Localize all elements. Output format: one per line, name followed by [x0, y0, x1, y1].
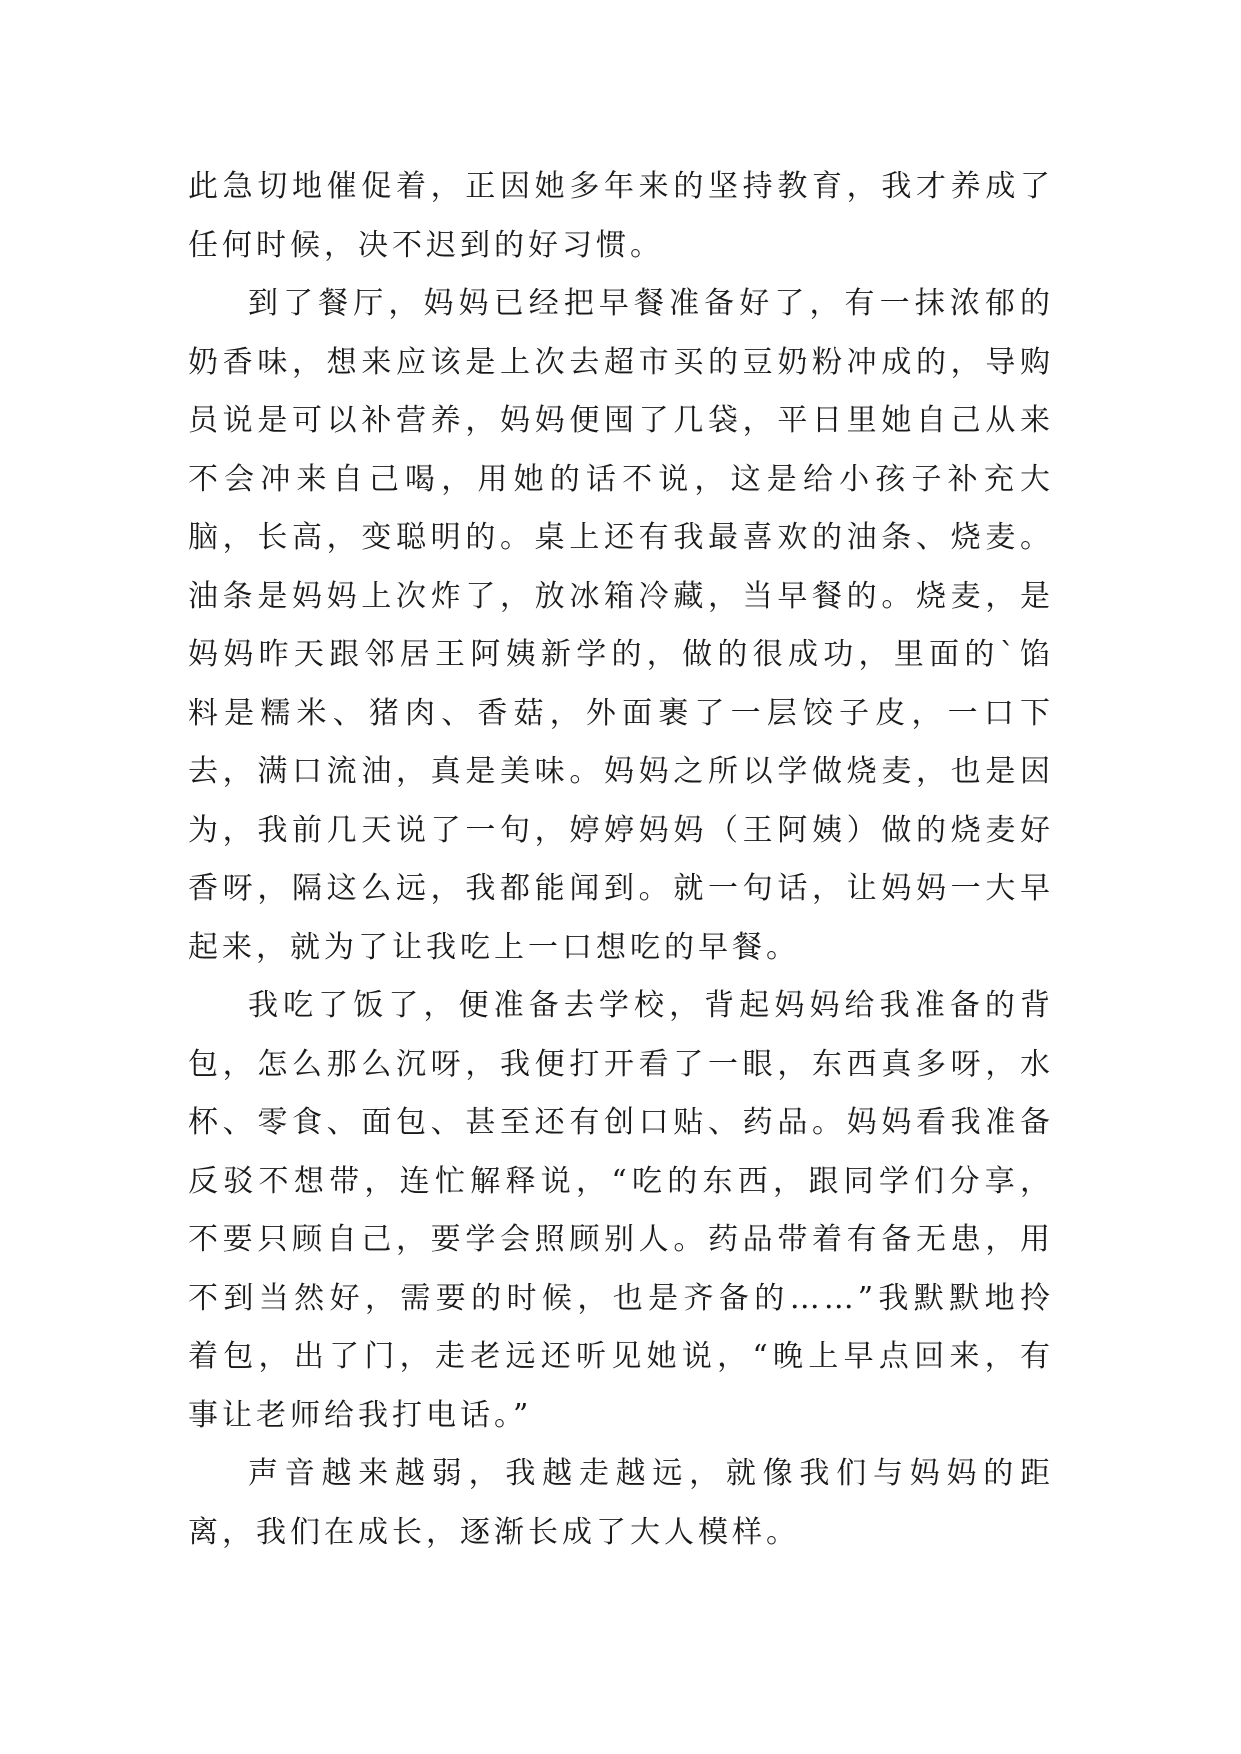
paragraph-1: 此急切地催促着，正因她多年来的坚持教育，我才养成了任何时候，决不迟到的好习惯。	[188, 169, 1054, 263]
paragraph-4: 声音越来越弱，我越走越远，就像我们与妈妈的距离，我们在成长，逐渐长成了大人模样。	[188, 1456, 1054, 1550]
paragraph-2: 到了餐厅，妈妈已经把早餐准备好了，有一抹浓郁的奶香味，想来应该是上次去超市买的豆奶粉冲成的，导购员说是可以补营养，妈妈便囤了几袋，平日里她自己从来不会冲来自己喝，用她的话不说，这是给小孩子补充大脑，长高，变聪明的。桌上还有我最喜欢的油条、烧麦。油条是妈妈上次炸了，放冰箱冷藏，当早餐的。烧麦，是妈妈昨天跟邻居王阿姨新学的，做的很成功，里面的`馅料是糯米、猪肉、香菇，外面裹了一层饺子皮，一口下去，满口流油，真是美味。妈妈之所以学做烧麦，也是因为，我前几天说了一句，婷婷妈妈（王阿姨）做的烧麦好香呀，隔这么远，我都能闻到。就一句话，让妈妈一大早起来，就为了让我吃上一口想吃的早餐。	[188, 286, 1054, 965]
paragraph-3: 我吃了饭了，便准备去学校，背起妈妈给我准备的背包，怎么那么沉呀，我便打开看了一眼，东西真多呀，水杯、零食、面包、甚至还有创口贴、药品。妈妈看我准备反驳不想带，连忙解释说，“吃的东西，跟同学们分享，不要只顾自己，要学会照顾别人。药品带着有备无患，用不到当然好，需要的时候，也是齐备的……”我默默地拎着包，出了门，走老远还听见她说，“晚上早点回来，有事让老师给我打电话。”	[188, 988, 1054, 1433]
document-body	[188, 158, 1054, 1562]
